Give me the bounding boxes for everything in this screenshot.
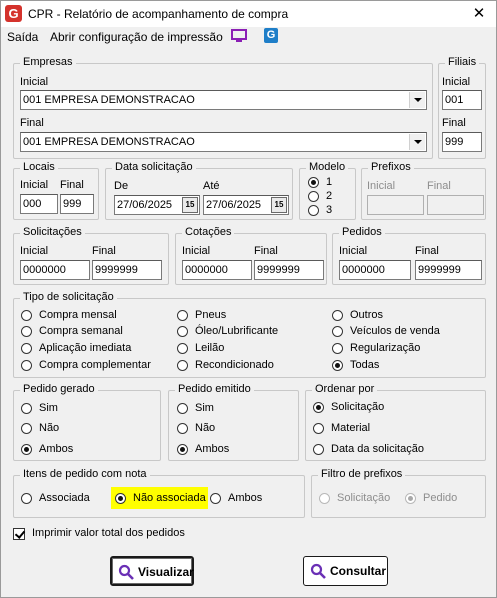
locais-group [13,161,99,220]
tipo-option-label: Outros [350,309,384,321]
tipo-option-label: Compra complementar [39,359,151,371]
data-ate-value: 27/06/2025 [206,199,262,211]
local-inicial-input[interactable]: 000 [20,194,58,214]
radio-dot-icon [308,205,319,216]
filtro-prefixos-group [311,468,486,518]
data-de-label: De [114,180,129,192]
tipo-option-label: Recondicionado [195,359,274,371]
menu-bar [1,27,496,47]
calendar-icon[interactable]: 15 [182,197,198,213]
data-solicitacao-title: Data solicitação [112,161,196,173]
radio-dot-icon [313,402,324,413]
pedido-emitido-option: Sim [195,402,214,414]
tipo-recondicionado-radio[interactable] [177,359,327,373]
filtro-prefixos-title: Filtro de prefixos [318,468,405,480]
solicitacao-final-input[interactable]: 9999999 [92,260,162,280]
radio-dot-icon [21,310,32,321]
prefixos-inicial-label: Inicial [367,180,396,192]
app-logo-icon: G [5,5,22,22]
pedidos-title: Pedidos [339,226,385,238]
itens-pedido-title: Itens de pedido com nota [20,468,150,480]
pedido-gerado-option: Ambos [39,443,74,455]
radio-dot-icon [177,310,188,321]
ordenar-data-radio[interactable] [313,443,463,457]
prefixo-final-input [427,195,484,215]
imprimir-total-label: Imprimir valor total dos pedidos [32,527,185,539]
tipo-option-label: Compra semanal [39,325,123,337]
cotacoes-group [175,226,327,285]
solicitacoes-inicial-label: Inicial [20,245,49,257]
itens-option: Não associada [133,492,206,504]
locais-title: Locais [20,161,58,173]
tipo-todas-radio[interactable] [332,359,482,373]
radio-dot-icon [405,493,416,504]
chevron-down-icon[interactable] [409,92,425,108]
tipo-option-label: Pneus [195,309,227,321]
solicitacoes-final-label: Final [92,245,116,257]
filial-final-input[interactable]: 999 [442,132,482,152]
menu-abrir-configuracao[interactable]: Abrir configuração de impressão [50,30,223,44]
radio-dot-icon [177,343,188,354]
modelo-title: Modelo [306,161,348,173]
filiais-inicial-label: Inicial [442,76,471,88]
radio-dot-icon [332,326,343,337]
radio-dot-icon [332,310,343,321]
radio-dot-icon [177,444,188,455]
pedidos-final-label: Final [415,245,439,257]
radio-dot-icon [308,177,319,188]
radio-dot-icon [313,423,324,434]
chevron-down-icon[interactable] [409,134,425,150]
cotacoes-inicial-label: Inicial [182,245,211,257]
calendar-icon[interactable]: 15 [271,197,287,213]
solicitacoes-group [13,226,169,285]
pedido-gerado-title: Pedido gerado [20,383,98,395]
cotacao-final-input[interactable]: 9999999 [254,260,324,280]
window-title: CPR - Relatório de acompanhamento de compra [28,7,289,21]
itens-option: Ambos [228,492,263,504]
checkmark-icon [13,528,25,540]
empresas-inicial-label: Inicial [20,76,49,88]
solicitacoes-title: Solicitações [20,226,85,238]
data-solicitacao-group [105,161,293,220]
solicitacao-inicial-input[interactable]: 0000000 [20,260,90,280]
radio-dot-icon [313,444,324,455]
tipo-compra-complementar-radio[interactable] [21,359,171,373]
tipo-aplicacao-imediata-radio[interactable] [21,342,171,356]
filtro-option: Pedido [423,492,458,504]
empresas-title: Empresas [20,56,76,68]
ordenar-option: Material [331,422,371,434]
pedido-emitido-group [168,383,299,461]
magnifier-icon [118,564,134,580]
tipo-regularizacao-radio[interactable] [332,342,482,356]
empresa-final-select[interactable] [20,132,427,152]
data-de-value: 27/06/2025 [117,199,173,211]
empresas-group [13,56,433,159]
consultar-label: Consultar [330,564,387,578]
empresa-inicial-value: 001 EMPRESA DEMONSTRACAO [23,94,195,106]
tipo-compra-semanal-radio[interactable] [21,325,171,339]
data-de-input[interactable] [114,195,200,215]
empresa-inicial-select[interactable] [20,90,427,110]
tipo-option-label: Leilão [195,342,225,354]
filtro-option: Solicitação [337,492,391,504]
tipo-option-label: Compra mensal [39,309,117,321]
tipo-veiculos-venda-radio[interactable] [332,325,482,339]
close-button[interactable]: ✕ [472,5,486,22]
filtro-pedido-radio [405,492,497,506]
radio-dot-icon [115,493,126,504]
itens-option: Associada [39,492,90,504]
modelo-group [299,161,356,220]
tipo-option-label: Óleo/Lubrificante [195,325,279,337]
magnifier-icon [310,563,326,579]
empresa-final-value: 001 EMPRESA DEMONSTRACAO [23,136,195,148]
tipo-leilao-radio[interactable] [177,342,327,356]
pedido-gerado-nao-radio[interactable] [21,422,171,436]
pedido-emitido-title: Pedido emitido [175,383,254,395]
prefixos-final-label: Final [427,180,451,192]
pedidos-group [332,226,486,285]
visualizar-label: Visualizar [138,565,194,579]
pedidos-inicial-label: Inicial [339,245,368,257]
radio-dot-icon [308,191,319,202]
filiais-title: Filiais [445,56,479,68]
tipo-solicitacao-group [13,291,486,378]
radio-dot-icon [210,493,221,504]
pedido-gerado-option: Sim [39,402,58,414]
ordenar-option: Data da solicitação [331,443,424,455]
pedido-emitido-option: Não [195,422,216,434]
filiais-final-label: Final [442,117,466,129]
tipo-option-label: Aplicação imediata [39,342,132,354]
tipo-option-label: Todas [350,359,380,371]
radio-dot-icon [177,423,188,434]
radio-dot-icon [21,493,32,504]
pedido-gerado-ambos-radio[interactable] [21,443,171,457]
cotacoes-final-label: Final [254,245,278,257]
filiais-group [438,56,486,159]
empresas-final-label: Final [20,117,44,129]
modelo-option-3: 3 [326,204,333,216]
radio-dot-icon [21,423,32,434]
pedido-final-input[interactable]: 9999999 [415,260,482,280]
monitor-icon[interactable] [231,29,247,43]
radio-dot-icon [332,360,343,371]
tipo-compra-mensal-radio[interactable] [21,309,171,323]
tipo-option-label: Veículos de venda [350,325,440,337]
pedido-gerado-sim-radio[interactable] [21,402,171,416]
pedido-emitido-option: Ambos [195,443,230,455]
ordenar-por-title: Ordenar por [312,383,377,395]
data-ate-label: Até [203,180,220,192]
tipo-oleo-lubrificante-radio[interactable] [177,325,327,339]
pedido-gerado-group [13,383,161,461]
ordenar-solicitacao-radio[interactable] [313,401,463,415]
radio-dot-icon [21,326,32,337]
pedido-gerado-option: Não [39,422,60,434]
radio-dot-icon [21,403,32,414]
prefixo-inicial-input [367,195,424,215]
ordenar-por-group [305,383,486,461]
menu-saida[interactable]: Saída [7,30,39,44]
radio-dot-icon [332,343,343,354]
data-ate-input[interactable] [203,195,289,215]
modelo-option-1: 1 [326,176,333,188]
local-final-input[interactable]: 999 [60,194,94,214]
g-app-icon[interactable]: G [264,28,278,43]
locais-final-label: Final [60,179,84,191]
radio-dot-icon [177,403,188,414]
radio-dot-icon [319,493,330,504]
tipo-pneus-radio[interactable] [177,309,327,323]
radio-dot-icon [21,343,32,354]
title-bar [1,1,496,27]
modelo-option-2: 2 [326,190,333,202]
tipo-option-label: Regularização [350,342,421,354]
pedido-inicial-input[interactable]: 0000000 [339,260,411,280]
radio-dot-icon [177,360,188,371]
tipo-solicitacao-title: Tipo de solicitação [20,291,117,303]
ordenar-material-radio[interactable] [313,422,463,436]
radio-dot-icon [21,360,32,371]
itens-pedido-group [13,468,305,518]
consultar-button[interactable] [303,556,388,586]
locais-inicial-label: Inicial [20,179,49,191]
radio-dot-icon [177,326,188,337]
filial-inicial-input[interactable]: 001 [442,90,482,110]
radio-dot-icon [21,444,32,455]
prefixos-group [361,161,486,220]
prefixos-title: Prefixos [368,161,414,173]
cotacoes-title: Cotações [182,226,234,238]
cotacao-inicial-input[interactable]: 0000000 [182,260,252,280]
tipo-outros-radio[interactable] [332,309,482,323]
ordenar-option: Solicitação [331,401,385,413]
visualizar-button[interactable] [110,556,194,586]
